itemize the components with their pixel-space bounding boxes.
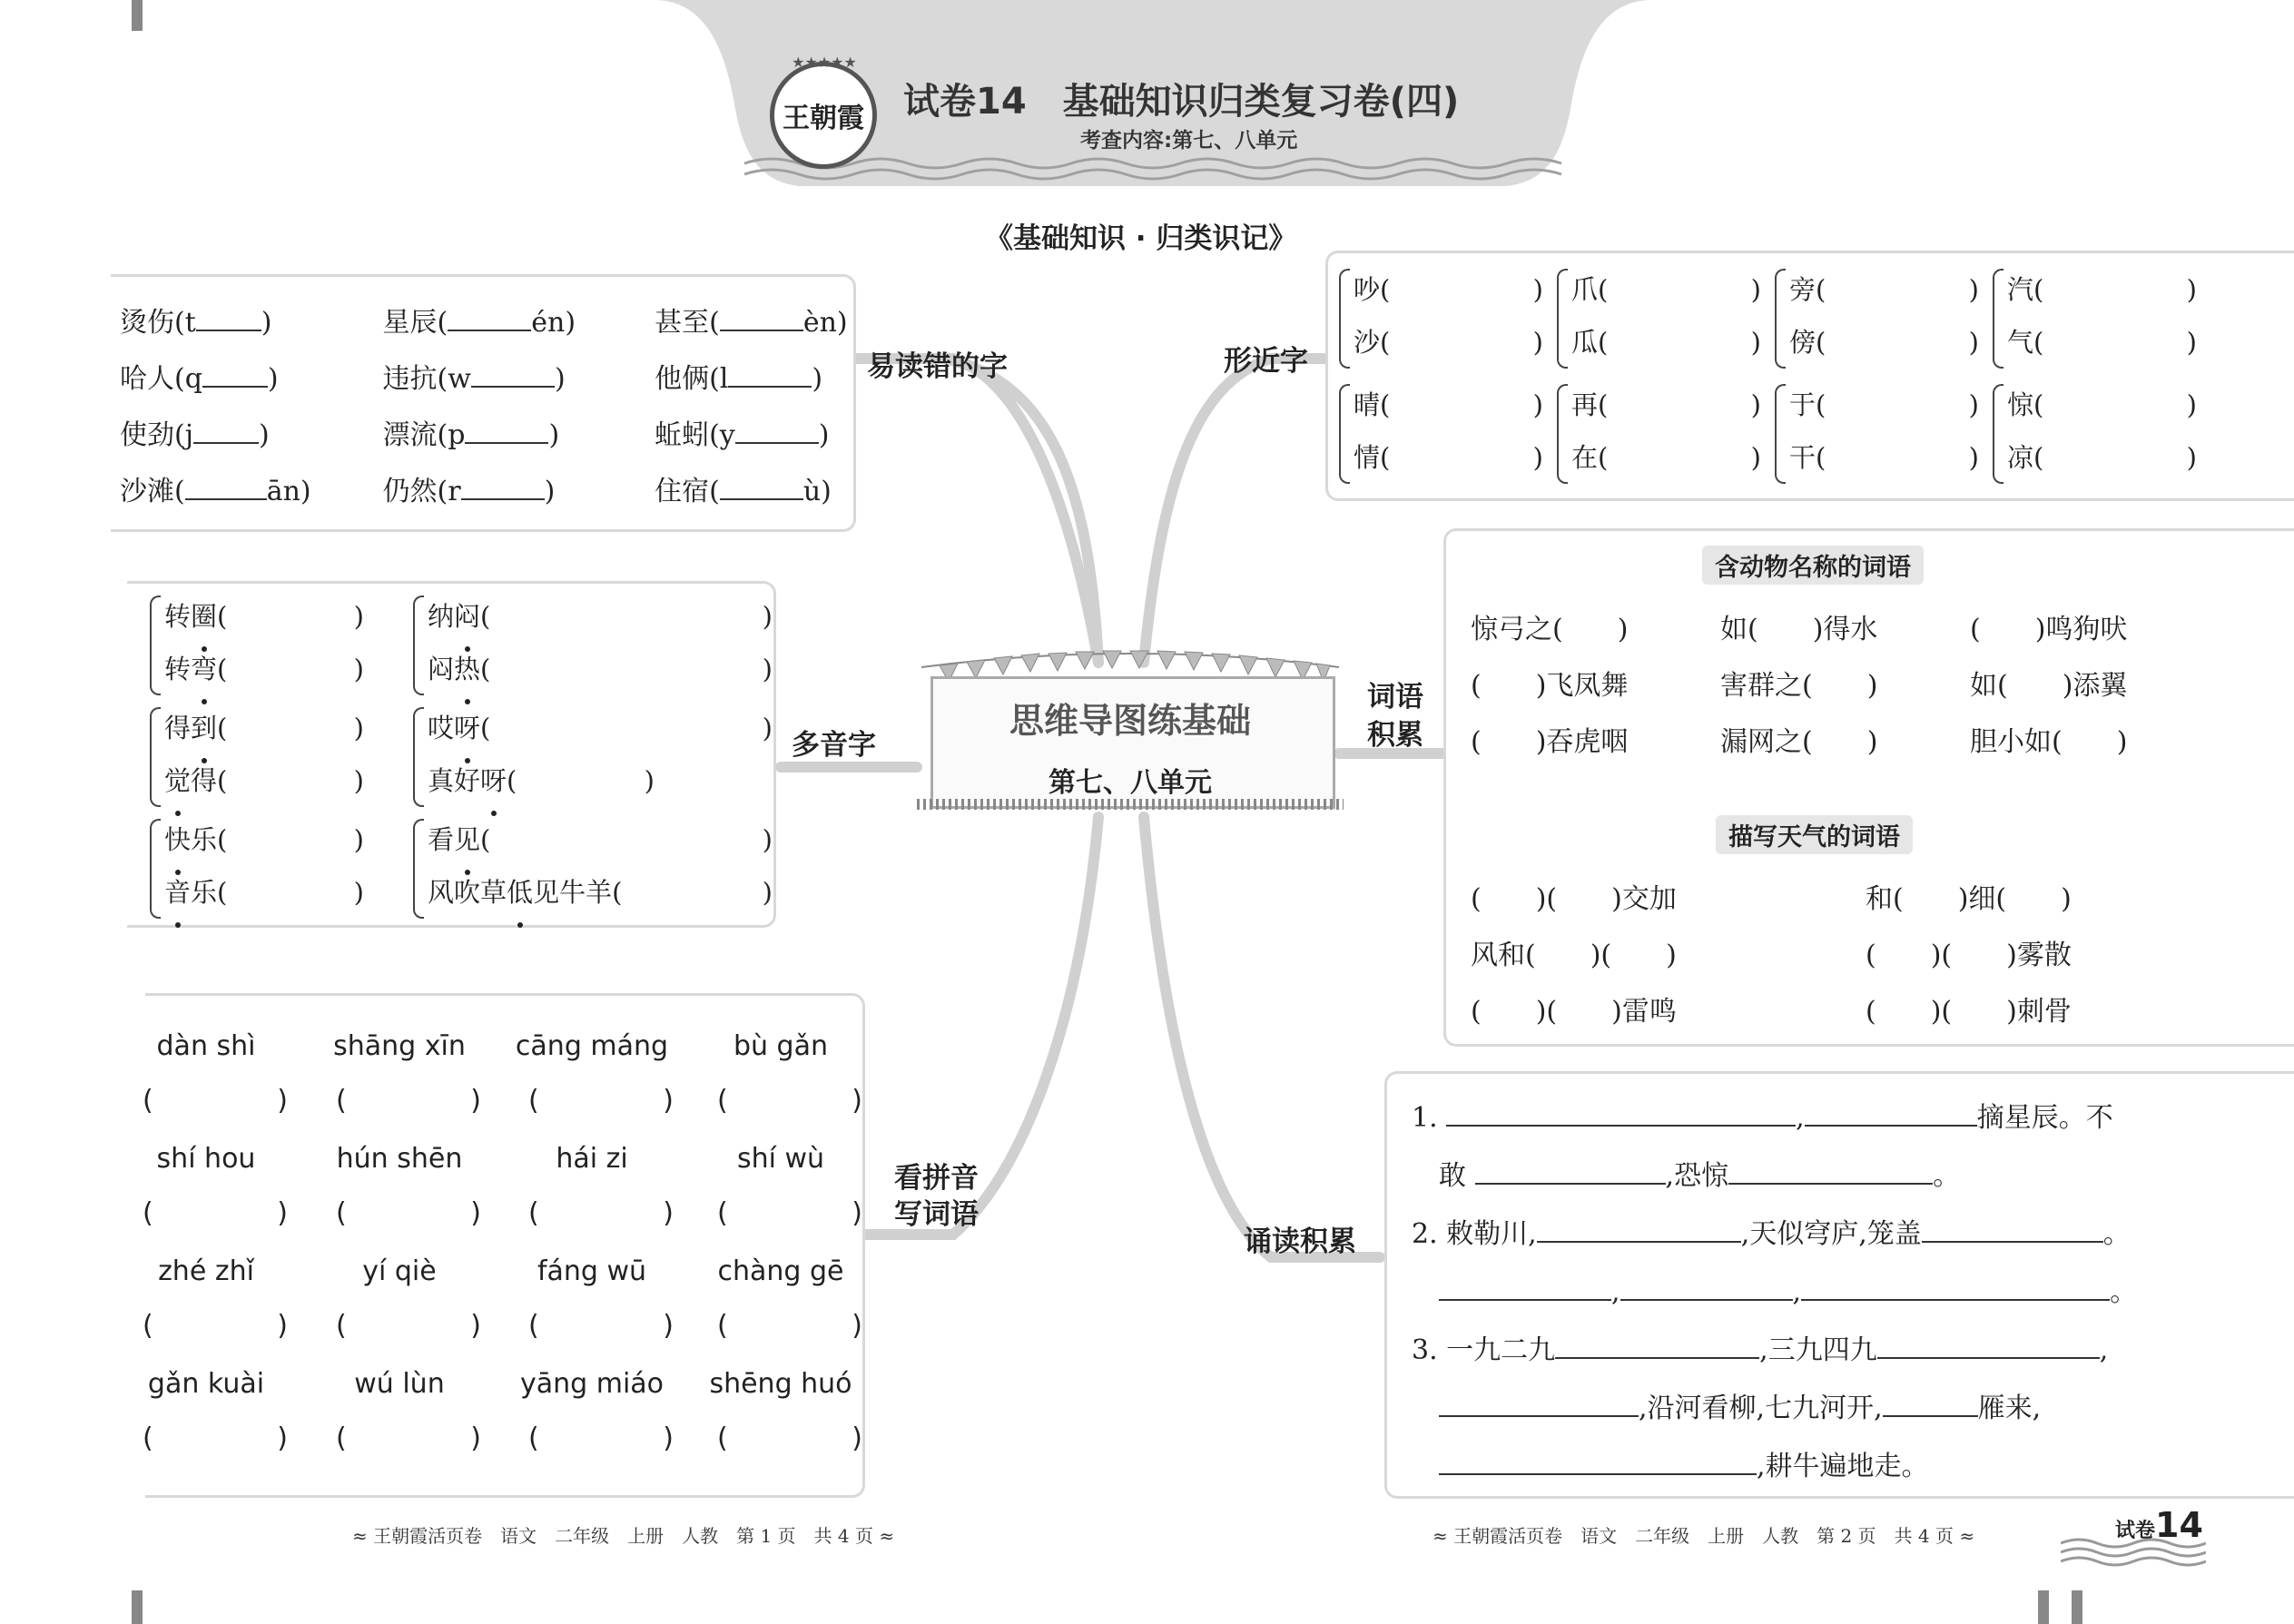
weather-tag: 描写天气的词语 <box>1716 815 1913 854</box>
pinyin-label: shēng huó <box>709 1368 852 1400</box>
answer-blank[interactable] <box>1439 1448 1757 1475</box>
pinyin-answer-box[interactable]: ( ) <box>528 1197 674 1229</box>
similar-item[interactable]: 吵( ) <box>1354 274 1543 305</box>
polyphonic-item[interactable]: 快乐( ) <box>150 813 364 866</box>
polyphonic-item[interactable]: 转弯( ) <box>150 643 364 695</box>
answer-blank[interactable] <box>461 473 545 500</box>
pinyin-label: yāng miáo <box>519 1368 665 1400</box>
similar-item[interactable]: 瓜( ) <box>1571 327 1761 358</box>
similar-pair <box>1339 263 1543 369</box>
polyphonic-pair <box>150 590 364 695</box>
answer-blank[interactable] <box>1439 1390 1639 1417</box>
center-subtitle: 第七、八单元 <box>1049 767 1212 799</box>
pinyin-answer-box[interactable]: ( ) <box>717 1197 862 1229</box>
recite-line-2: 敢 ,恐惊 。 <box>1412 1147 2137 1206</box>
similar-item[interactable]: 傍( ) <box>1789 327 1979 358</box>
heading-bracket-right: 》 <box>1268 222 1297 255</box>
polyphonic-item[interactable]: 看见( ) <box>413 813 773 866</box>
similar-pair <box>1557 263 1761 369</box>
polyphonic-item[interactable]: 音乐( ) <box>150 866 364 919</box>
paper-subtitle: 考查内容:第七、八单元 <box>1080 129 1298 153</box>
pinyin-answer-box[interactable]: ( ) <box>717 1310 862 1342</box>
similar-pair <box>1557 379 1761 484</box>
weather-idiom[interactable]: 和( )细( ) <box>1866 883 2072 915</box>
animal-idiom[interactable]: 如( )得水 <box>1720 614 1878 645</box>
pinyin-answer-box[interactable]: ( ) <box>336 1422 481 1454</box>
grass-decoration <box>917 799 1344 810</box>
misread-row: 沙滩( ān) 仍然(r ) 住宿( ù) <box>120 464 863 520</box>
animals-tag: 含动物名称的词语 <box>1702 546 1924 585</box>
recite-line-7: ,耕牛遍地走。 <box>1412 1438 2137 1496</box>
label-polyphonic: 多音字 <box>792 729 876 762</box>
answer-blank[interactable] <box>448 304 531 331</box>
recite-line-3: 2. 敕勒川, ,天似穹庐,笼盖 。 <box>1412 1206 2137 1264</box>
similar-item[interactable]: 沙( ) <box>1354 327 1543 358</box>
center-card <box>921 649 1339 812</box>
similar-item[interactable]: 凉( ) <box>2007 442 2197 473</box>
animal-idiom[interactable]: ( )飞凤舞 <box>1471 670 1629 702</box>
animal-idiom[interactable]: 如( )添翼 <box>1970 670 2128 702</box>
label-recite: 诵读积累 <box>1244 1225 1356 1258</box>
polyphonic-item[interactable]: 风吹草低见牛羊( ) <box>413 866 773 919</box>
pinyin-label: shí hou <box>156 1143 256 1175</box>
pinyin-answer-box[interactable]: ( ) <box>143 1310 288 1342</box>
similar-pair <box>1993 263 2197 369</box>
answer-blank[interactable] <box>196 304 261 331</box>
answer-blank[interactable] <box>193 417 259 444</box>
pinyin-label: fáng wū <box>537 1255 647 1287</box>
pinyin-label: cāng máng <box>515 1030 669 1062</box>
pinyin-answer-box[interactable]: ( ) <box>336 1085 481 1117</box>
pinyin-label: gǎn kuài <box>147 1368 265 1400</box>
logo-text: 王朝霞 <box>783 103 864 134</box>
similar-item[interactable]: 晴( ) <box>1354 389 1543 420</box>
polyphonic-item[interactable]: 得到( ) <box>150 702 364 754</box>
answer-blank[interactable] <box>471 360 555 388</box>
label-pinyin-2: 写词语 <box>894 1198 979 1231</box>
center-title: 思维导图练基础 <box>1009 701 1251 741</box>
answer-blank[interactable] <box>185 473 267 500</box>
similar-item[interactable]: 再( ) <box>1571 389 1761 420</box>
label-pinyin-1: 看拼音 <box>894 1162 979 1195</box>
recite-line-5: 3. 一九二九 ,三九四九 , <box>1412 1322 2137 1380</box>
pinyin-answer-box[interactable]: ( ) <box>528 1085 674 1117</box>
animal-idiom[interactable]: 害群之( ) <box>1720 670 1878 702</box>
answer-blank[interactable] <box>1728 1157 1933 1185</box>
answer-blank[interactable] <box>728 360 812 388</box>
label-misread: 易读错的字 <box>867 350 1008 383</box>
similar-item[interactable]: 惊( ) <box>2007 389 2197 420</box>
similar-pair <box>1993 379 2197 484</box>
weather-idiom[interactable]: ( )( )交加 <box>1471 883 1677 915</box>
pinyin-answer-box[interactable]: ( ) <box>336 1197 481 1229</box>
brand-logo <box>770 54 877 169</box>
answer-blank[interactable] <box>720 473 803 500</box>
polyphonic-pair <box>413 813 773 919</box>
label-vocab-2: 积累 <box>1367 719 1423 752</box>
similar-item[interactable]: 旁( ) <box>1789 274 1979 305</box>
similar-pair <box>1339 379 1543 484</box>
answer-blank[interactable] <box>1446 1099 1796 1127</box>
polyphonic-pair <box>150 702 364 807</box>
pinyin-label: yí qiè <box>362 1255 437 1287</box>
pinyin-label: shí wù <box>736 1143 825 1175</box>
footer-left: ≈ 王朝霞活页卷 语文 二年级 上册 人教 第 1 页 共 4 页 ≈ <box>352 1525 895 1547</box>
recite-line-1: 1. , 摘星辰。不 <box>1412 1089 2137 1147</box>
weather-idiom[interactable]: ( )( )雷鸣 <box>1471 996 1677 1028</box>
logo-stars: ★★★★★ <box>792 54 857 71</box>
misread-row: 使劲(j ) 漂流(p ) 蚯蚓(y ) <box>120 408 863 464</box>
polyphonic-item[interactable]: 哎呀( ) <box>413 702 773 754</box>
answer-blank[interactable] <box>735 417 819 444</box>
pinyin-label: shāng xīn <box>333 1030 466 1062</box>
pinyin-answer-box[interactable]: ( ) <box>336 1310 481 1342</box>
animal-idiom[interactable]: 胆小如( ) <box>1970 726 2128 758</box>
answer-blank[interactable] <box>1877 1332 2100 1359</box>
polyphonic-item[interactable]: 觉得( ) <box>150 754 364 807</box>
answer-blank[interactable] <box>465 417 548 444</box>
recite-line-6: ,沿河看柳,七九河开, 雁来, <box>1412 1380 2137 1438</box>
pinyin-label: hún shēn <box>336 1143 463 1175</box>
pinyin-answer-box[interactable]: ( ) <box>528 1310 674 1342</box>
answer-blank[interactable] <box>1801 1274 2110 1301</box>
answer-blank[interactable] <box>1475 1157 1666 1185</box>
answer-blank[interactable] <box>1555 1332 1759 1359</box>
recite-line-4: , , 。 <box>1412 1264 2137 1322</box>
misread-row: 烫伤(t ) 星辰( én) 甚至( èn) <box>120 295 863 351</box>
label-vocab-1: 词语 <box>1367 681 1423 714</box>
recite-lines <box>1412 1089 2137 1496</box>
answer-blank[interactable] <box>1883 1390 1978 1417</box>
misread-list <box>120 295 863 520</box>
similar-item[interactable]: 干( ) <box>1789 442 1979 473</box>
pinyin-answer-box[interactable]: ( ) <box>143 1197 288 1229</box>
answer-blank[interactable] <box>1620 1274 1793 1301</box>
similar-item[interactable]: 爪( ) <box>1571 274 1761 305</box>
pinyin-answer-box[interactable]: ( ) <box>143 1085 288 1117</box>
pinyin-label: zhé zhǐ <box>158 1255 254 1287</box>
polyphonic-item[interactable]: 转圈( ) <box>150 590 364 643</box>
footer-right: ≈ 王朝霞活页卷 语文 二年级 上册 人教 第 2 页 共 4 页 ≈ <box>1433 1525 1975 1547</box>
label-similar: 形近字 <box>1224 345 1308 378</box>
weather-idiom[interactable]: 风和( )( ) <box>1471 940 1677 971</box>
polyphonic-item[interactable]: 闷热( ) <box>413 643 773 695</box>
answer-blank[interactable] <box>202 360 268 388</box>
paper-title: 试卷14 基础知识归类复习卷(四) <box>903 81 1460 123</box>
similar-item[interactable]: 汽( ) <box>2007 274 2197 305</box>
answer-blank[interactable] <box>1537 1216 1741 1243</box>
pinyin-label: wú lùn <box>354 1368 445 1400</box>
paper-number: 试卷14 <box>2115 1505 2203 1545</box>
animal-idiom[interactable]: ( )吞虎咽 <box>1471 726 1629 758</box>
pinyin-label: hái zi <box>556 1143 628 1175</box>
pinyin-answer-box[interactable]: ( ) <box>717 1422 862 1454</box>
similar-item[interactable]: 在( ) <box>1571 442 1761 473</box>
weather-idiom[interactable]: ( )( )雾散 <box>1866 940 2072 971</box>
polyphonic-item[interactable]: 纳闷( ) <box>413 590 773 643</box>
polyphonic-pair <box>413 702 773 807</box>
answer-blank[interactable] <box>1805 1099 1977 1127</box>
weather-idiom[interactable]: ( )( )刺骨 <box>1866 996 2072 1028</box>
answer-blank[interactable] <box>720 304 803 331</box>
pinyin-answer-box[interactable]: ( ) <box>143 1422 288 1454</box>
similar-item[interactable]: 气( ) <box>2007 327 2197 358</box>
answer-blank[interactable] <box>1922 1216 2103 1243</box>
pinyin-label: chàng gē <box>717 1255 844 1287</box>
similar-item[interactable]: 情( ) <box>1354 442 1543 473</box>
heading-bracket-left: 《 <box>985 222 1013 255</box>
misread-row: 哈人(q ) 违抗(w ) 他俩(l ) <box>120 351 863 408</box>
polyphonic-pair <box>150 813 364 919</box>
animal-idiom[interactable]: ( )鸣狗吠 <box>1970 614 2128 645</box>
polyphonic-pair <box>413 590 773 695</box>
answer-blank[interactable] <box>1439 1274 1611 1301</box>
animal-idiom[interactable]: 漏网之( ) <box>1720 726 1878 758</box>
section-heading: 《基础知识 · 归类识记》 <box>985 222 1297 255</box>
pinyin-answer-box[interactable]: ( ) <box>528 1422 674 1454</box>
pinyin-label: dàn shì <box>156 1030 256 1062</box>
similar-pair <box>1775 263 1979 369</box>
animal-idiom[interactable]: 惊弓之( ) <box>1471 614 1629 645</box>
polyphonic-item[interactable]: 真好呀( ) <box>413 754 655 807</box>
pinyin-label: bù gǎn <box>733 1030 829 1062</box>
pinyin-answer-box[interactable]: ( ) <box>717 1085 862 1117</box>
similar-item[interactable]: 于( ) <box>1789 389 1979 420</box>
similar-pair <box>1775 379 1979 484</box>
